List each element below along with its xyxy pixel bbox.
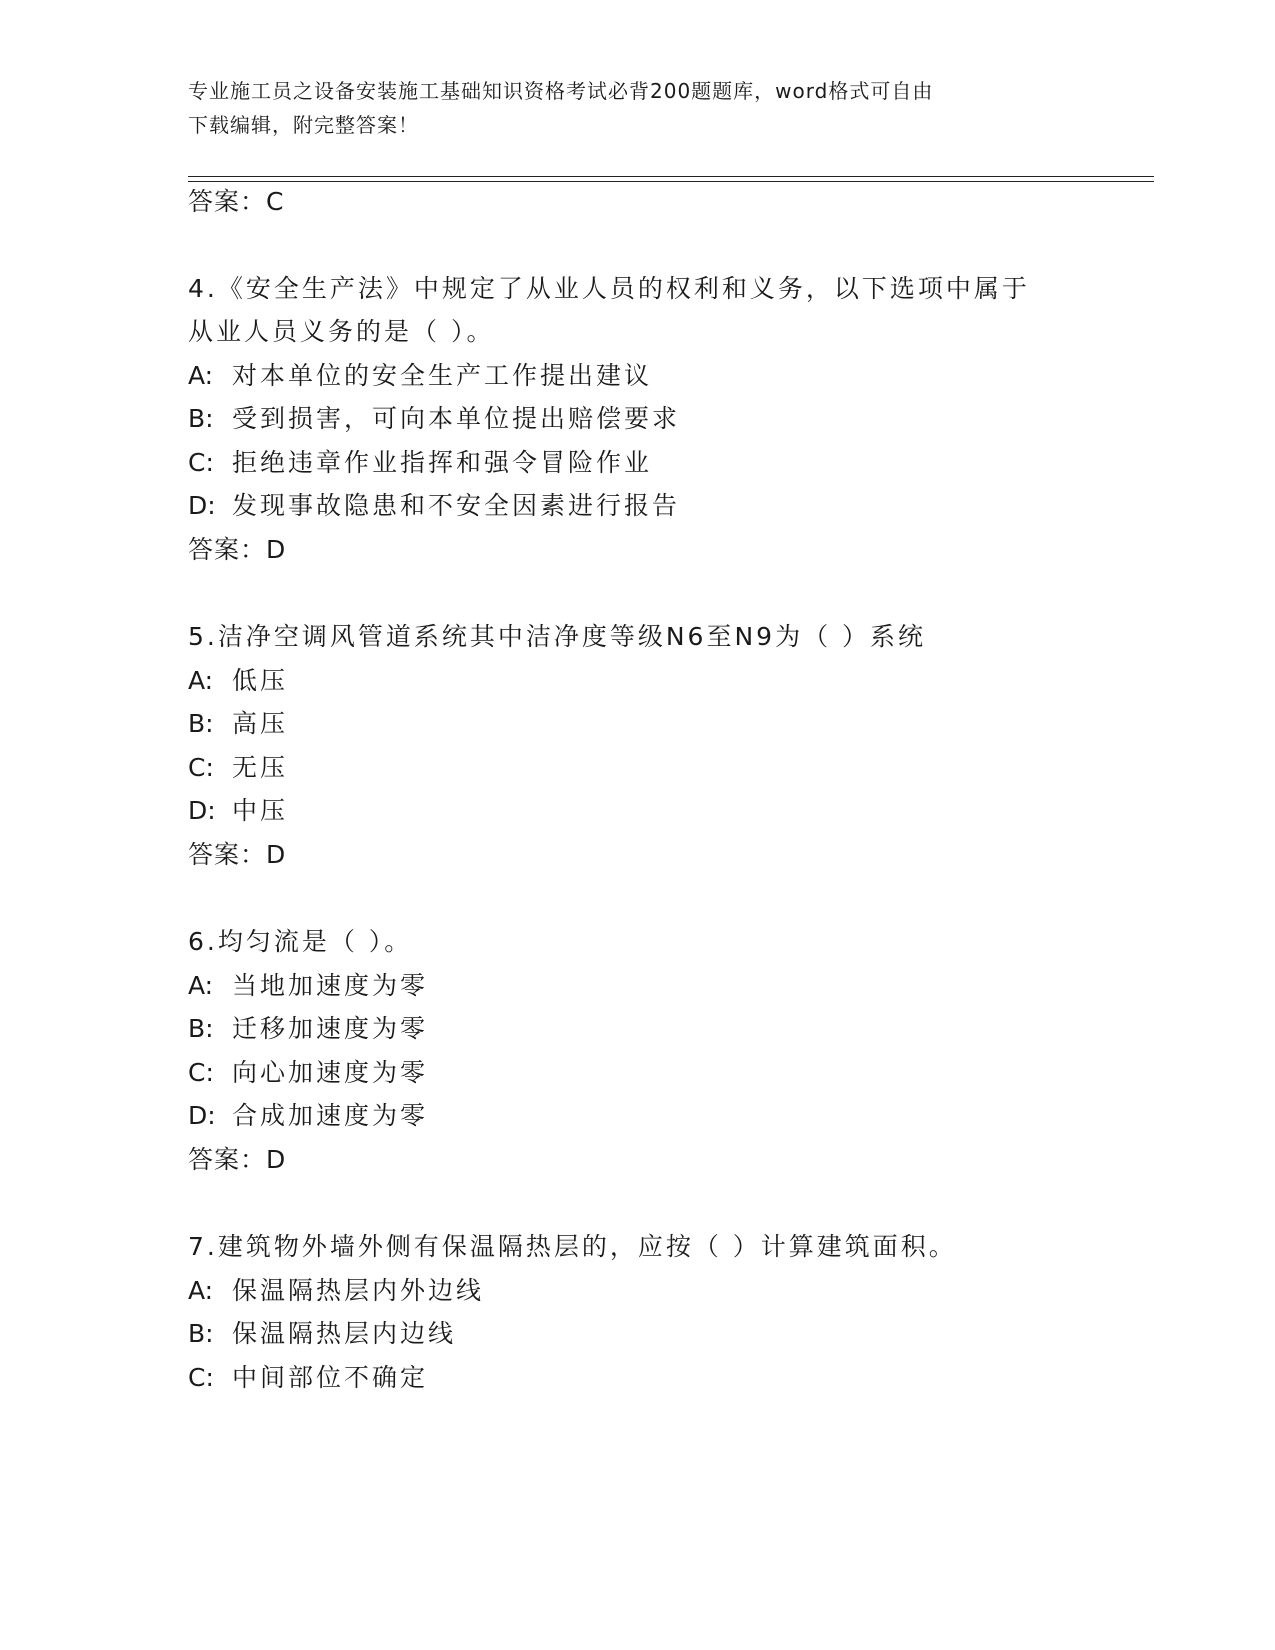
option-label: D: (188, 491, 216, 520)
option-label: B: (188, 1319, 214, 1348)
document-header (188, 74, 1068, 142)
option-label: B: (188, 404, 214, 433)
question-5-option-d (188, 795, 288, 827)
question-4-option-b (188, 403, 680, 435)
header-title-line-1: 专业施工员之设备安装施工基础知识资格考试必背200题题库，word格式可自由 (188, 79, 934, 103)
answer-q3: 答案：C (188, 187, 285, 216)
option-text: 当地加速度为零 (232, 971, 429, 1000)
option-text: 发现事故隐患和不安全因素进行报告 (232, 491, 681, 520)
answer-q4: 答案：D (188, 535, 287, 564)
option-text: 保温隔热层内外边线 (232, 1276, 485, 1305)
option-text: 合成加速度为零 (232, 1101, 429, 1130)
question-4-option-c (188, 447, 652, 479)
question-6-option-d (188, 1100, 428, 1132)
question-4-option-a (188, 360, 652, 392)
question-5-option-b (188, 708, 288, 740)
question-6-stem-line-1: 6.均匀流是（ ）。 (188, 927, 413, 956)
question-4-stem-line-1: 4.《安全生产法》中规定了从业人员的权利和义务，以下选项中属于 (188, 274, 1030, 303)
question-7-stem-line-1: 7.建筑物外墙外侧有保温隔热层的，应按（ ）计算建筑面积。 (188, 1232, 957, 1261)
question-6-option-b (188, 1013, 428, 1045)
question-5-option-c (188, 752, 288, 784)
question-4-stem-line-2: 从业人员义务的是（ ）。 (188, 317, 495, 346)
option-text: 拒绝违章作业指挥和强令冒险作业 (232, 448, 653, 477)
option-label: C: (188, 753, 214, 782)
question-7-option-c (188, 1362, 428, 1394)
question-5-stem-line-1: 5.洁净空调风管道系统其中洁净度等级N6至N9为（ ）系统 (188, 622, 927, 651)
question-6-option-a (188, 970, 428, 1002)
option-label: A: (188, 666, 214, 695)
answer-q6: 答案：D (188, 1145, 287, 1174)
option-label: B: (188, 1014, 214, 1043)
option-label: A: (188, 1276, 214, 1305)
question-5-option-a (188, 665, 288, 697)
option-text: 高压 (232, 709, 289, 738)
option-label: C: (188, 448, 214, 477)
answer-q5: 答案：D (188, 840, 287, 869)
option-label: D: (188, 1101, 216, 1130)
option-text: 向心加速度为零 (232, 1058, 429, 1087)
option-text: 中间部位不确定 (232, 1363, 429, 1392)
option-text: 中压 (232, 796, 289, 825)
option-label: A: (188, 361, 214, 390)
option-text: 保温隔热层内边线 (232, 1319, 457, 1348)
option-text: 无压 (232, 753, 289, 782)
option-label: C: (188, 1058, 214, 1087)
option-text: 受到损害，可向本单位提出赔偿要求 (232, 404, 681, 433)
option-label: A: (188, 971, 214, 1000)
option-text: 低压 (232, 666, 289, 695)
option-label: D: (188, 796, 216, 825)
question-6-option-c (188, 1057, 428, 1089)
header-divider (188, 176, 1154, 182)
option-text: 对本单位的安全生产工作提出建议 (232, 361, 653, 390)
header-title-line-2: 下载编辑，附完整答案！ (188, 113, 419, 137)
option-label: B: (188, 709, 214, 738)
question-7-option-b (188, 1318, 456, 1350)
question-7-option-a (188, 1275, 484, 1307)
option-text: 迁移加速度为零 (232, 1014, 429, 1043)
option-label: C: (188, 1363, 214, 1392)
question-4-option-d (188, 490, 680, 522)
